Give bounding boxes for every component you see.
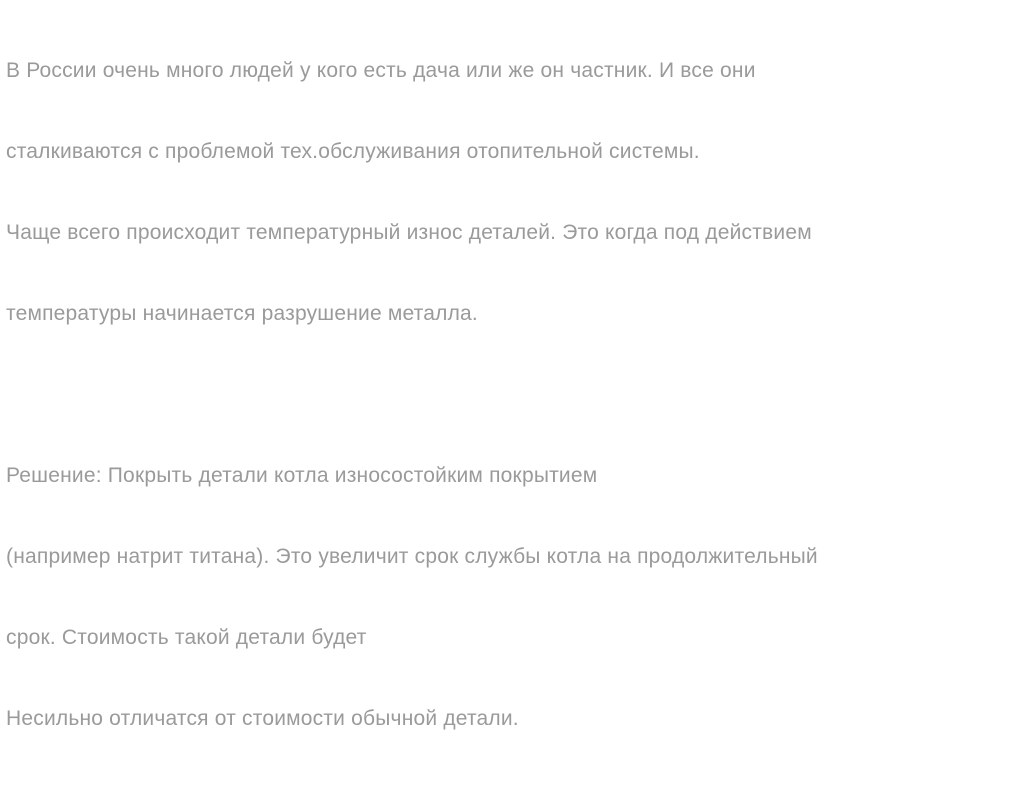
text-line: Чаще всего происходит температурный износ деталей. Это когда под действием bbox=[6, 221, 812, 244]
text-line: Решение: Покрыть детали котла износостойким покрытием bbox=[6, 464, 598, 487]
text-line: температуры начинается разрушение металла. bbox=[6, 302, 478, 325]
text-line: (например натрит титана). Это увеличит срок службы котла на продолжительный bbox=[6, 545, 818, 568]
text-line: Несильно отличатся от стоимости обычной детали. bbox=[6, 707, 519, 730]
paragraph-spacer bbox=[6, 381, 1016, 408]
text-line: В России очень много людей у кого есть дача или же он частник. И все они bbox=[6, 59, 756, 82]
text-line: срок. Стоимость такой детали будет bbox=[6, 626, 367, 649]
text-line: сталкиваются с проблемой тех.обслуживания отопительной системы. bbox=[6, 140, 700, 163]
slide-text-block bbox=[6, 3, 1016, 786]
